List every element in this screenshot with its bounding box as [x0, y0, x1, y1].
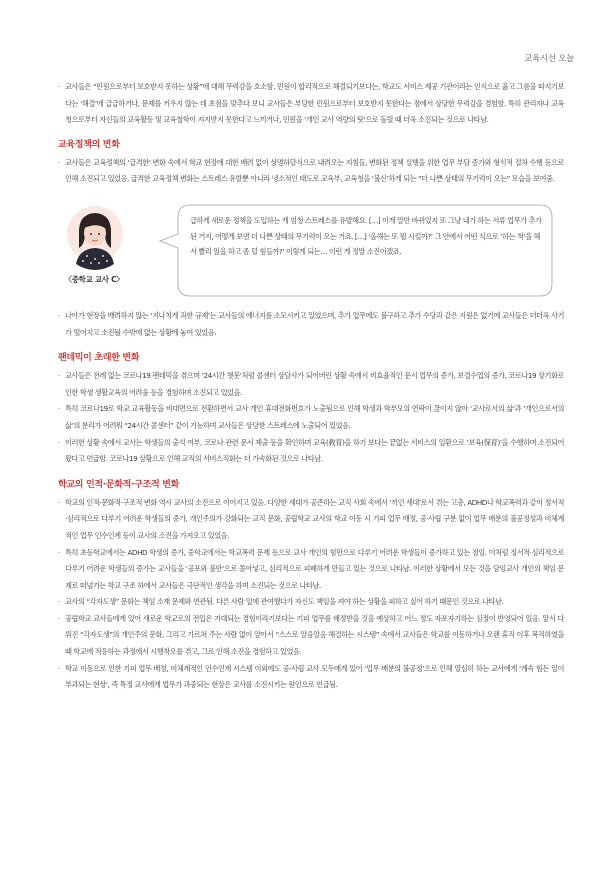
policy-paragraph-1: · 교사들은 교육정책의 ‘급격한’ 변화 속에서 학교 현장에 대한 배려 없이 상명하달식으로 내려오는 지침들, 변화된 정책 실행을 위한 업무 부담 증가와 형식적 절차 수행 등으로 인해 소진되고 있었음. 급격한 교육정책 변화는 스트레스 유발뿐 아니라 냉소적인 태도로 교육부, 교육청을 ‘불신’하게 되는 “더 나쁜 상태의 무기력이 오는” 모습을 보여줌.: [58, 155, 564, 188]
school-paragraph-2: · 특히 초등학교에서는 ADHD 학생의 증가, 중학교에서는 학교폭력 문제 등으로 교사 개인의 힘만으로 다루기 어려운 학생들이 증가하고 있는 점임. 이처럼 정서적·심리적으로 다루기 어려운 학생들의 증가는 교사들을 ‘공포와 불안’으로 몰아넣고, 심리적으로 피폐하게 만들고 있는 것으로 나타남. 이러한 상황에서 모든 것을 담임교사 개인의 책임 문제로 떠넘기는 학교 구조 하에서 교사들은 극단적인 생각을 하며 소진되는 것으로 나타남.: [58, 545, 564, 595]
section-title-school-change: 학교의 인적·문화적·구조적 변화: [58, 479, 180, 490]
running-header: 교육시선 오늘: [524, 53, 574, 63]
pandemic-paragraph-1: · 교사들은 전례 없는 코로나19 팬데믹을 겪으며 ‘24시간 챗봇’처럼 콜센터 상담사가 되어버린 상황 속에서 비효율적인 문서 업무의 증가, 보결수업의 증가, 코로나19 장기화로 인한 학생 생활교육의 어려움 등을 경험하며 소진되고 있었음.: [58, 368, 564, 401]
policy-paragraph-2: · 나아가 현장을 배려하지 않는 ‘지나치게 과한 규제’는 교사들의 에너지를 소모시키고 있었으며, 추가 업무에도 불구하고 추가 수당과 같은 지원은 없기에 교사들은 더더욱 사기가 떨어지고 소진될 수밖에 없는 상황에 놓여 있었음.: [58, 308, 564, 341]
interview-quote: [58, 202, 564, 299]
pandemic-paragraph-3: · 이러한 상황 속에서 교사는 학생들의 출석 여부, 코로나 관련 문서 제출 등을 확인하며 교육(敎育)을 하기 보다는 끝없는 서비스의 일환으로 ‘보육(保育)’을 수행하며 소진되어 왔다고 언급함. 코로나19 상황으로 인해 교직의 서비스직화는 더 가속화된 것으로 나타남.: [58, 435, 564, 468]
quote-attribution: 〈중학교 교사 C〉: [64, 274, 124, 284]
school-paragraph-1: · 학교의 인적·문화적·구조적 변화 역시 교사의 소진으로 이어지고 있음. 다양한 세대가 공존하는 교직 사회 속에서 ‘끼인 세대’로서 겪는 고충, ADHD나 학교폭력과 같이 정서적·심리적으로 다루기 어려운 학생들의 증가, 개인주의가 강화되는 교직 문화, 공립학교 교사의 학교 이동 시 기피 업무 배정, 공·사립 구분 없이 업무 배분의 불공정성과 비체계적인 업무 인수인계 등이 교사의 소진을 가져오고 있었음.: [58, 495, 564, 545]
intro-paragraph: · 교사들은 “민원으로부터 보호받지 못하는 상황”에 대해 무력감을 호소함. 민원이 합리적으로 해결되기보다는, 학교도 서비스 제공 기관이라는 인식으로 옳고 그름을 따지기보다는 ‘해결’에 급급하거나, 문제를 키우지 않는 데 초점을 맞추다 보니 교사들은 부당한 민원으로부터 보호받지 못한다는 점에서 상당한 무력감을 경험함. 특히 관리자나 교육청으로부터 자신들의 교육활동 및 교육철학이 지지받지 못한다고 느끼거나, 민원을 ‘개인 교사 역량의 탓’으로 돌릴 때 더욱 소진되는 것으로 나타남.: [58, 79, 564, 129]
school-paragraph-4: · 공립학교 교사들에게 있어 새로운 학교로의 전입은 기대되는 경험이라기보다는 기피 업무를 배정받을 것을 예상하고 어느 정도 자포자기하는 심정이 반영되어 있음. 앞서 다뤄진 “각자도생”의 개인주의 문화, 그리고 가르쳐 주는 사람 없이 알아서 “스스로 알음알음 해결하는 시스템” 속에서 교사들은 학교를 이동하거나 오랜 휴직 이후 복직하였을 때 학교에 적응하는 과정에서 시행착오를 겪고, 그로 인해 소진을 경험하고 있었음.: [58, 611, 564, 661]
article-body: [58, 79, 564, 694]
school-paragraph-3: · 교사의 “각자도생” 문화는 책임 소재 문제와 연관됨. 다른 사람 일에 관여했다가 자신도 책임을 져야 하는 상황을 피하고 싶어 하기 때문인 것으로 나타남.: [58, 594, 564, 611]
section-title-pandemic: 팬데믹이 초래한 변화: [58, 353, 140, 364]
teacher-avatar-icon: [65, 204, 125, 270]
quote-text: 급하게 새로운 정책을 도입하는 게 엄청 스트레스를 유발해요. […] 이게 말만 바뀌었지 또 그냥 내가 하는 서류 업무가 추가된 거지, 어떻게 보면 더 나쁜 상태의 무기력이 오는 거죠. […] ‘올해는 또 뭘 시킬까?’ 그 안에서 어떤 식으로 ‘하는 척’을 해서 빨리 일을 하고 좀 덜 힘들까?’ 이렇게 되는… 이런 게 정말 소진이겠죠.: [190, 215, 542, 257]
speech-bubble: [154, 202, 556, 299]
school-paragraph-5: · 학교 이동으로 인한 기피 업무 배정, 비체계적인 인수인계 시스템 이외에도 공·사립 교사 모두에게 있어 ‘업무 배분의 불공정’으로 인해 열심히 하는 교사에게 ‘계속 힘든 일이 부과되는 현상’, 즉 특정 교사에게 업무가 과중되는 현상은 교사를 소진시키는 원인으로 언급됨.: [58, 661, 564, 694]
section-title-policy: 교육정책의 변화: [58, 139, 120, 150]
pandemic-paragraph-2: · 특히 코로나19로 학교 교육활동을 비대면으로 전환하면서 교사 개인 휴대전화번호가 노출됨으로 인해 학생과 학부모의 연락이 끊이지 않아 ‘교사로서의 삶’과 ‘개인으로서의 삶’의 분리가 어려워 “24시간 콜센터” 같이 기능하며 교사들은 상당한 스트레스에 노출되어 있었음.: [58, 401, 564, 434]
